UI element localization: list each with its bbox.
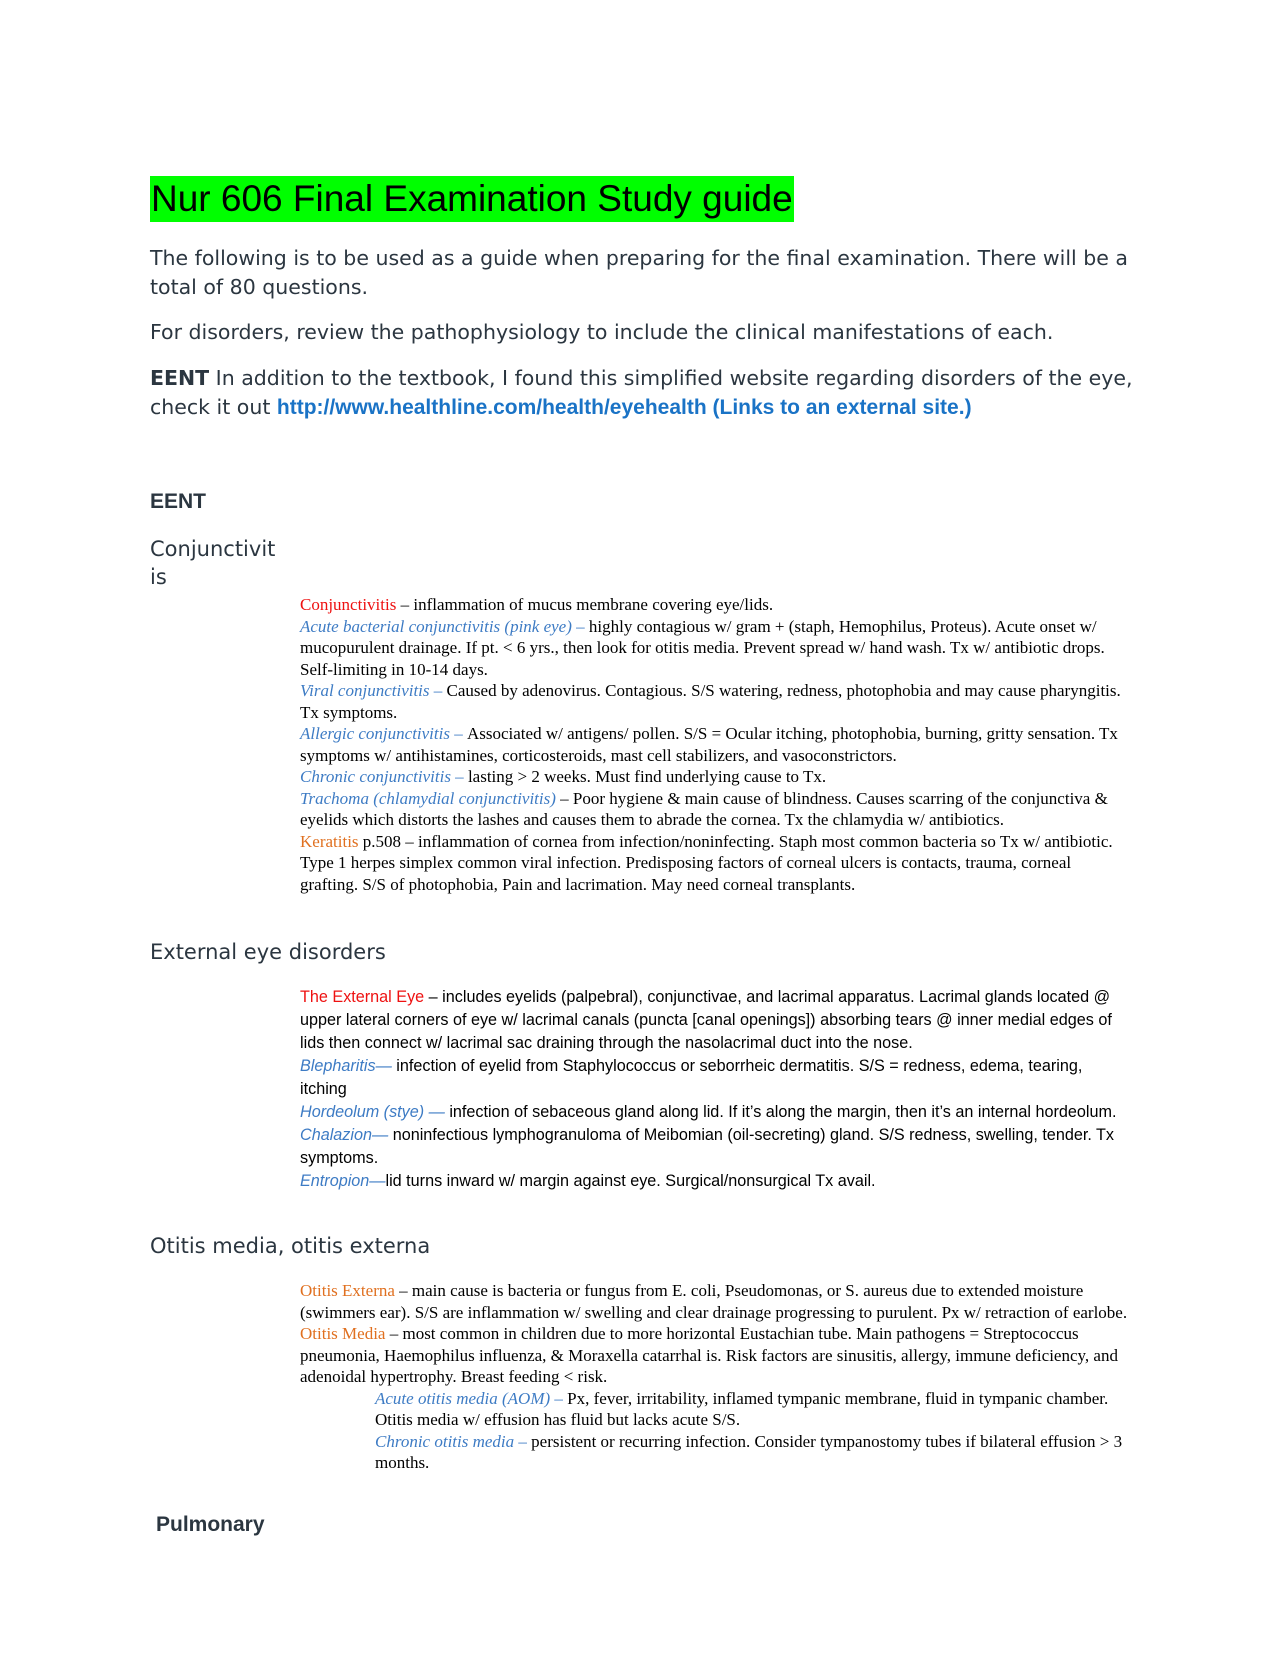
conjunctivitis-notes <box>300 594 1130 895</box>
list-item: Hordeolum (stye) — infection of sebaceous gland along lid. If it’s along the margin, then it’s an internal hordeolum. <box>300 1103 1117 1121</box>
external-eye-heading: External eye disorders <box>150 940 386 964</box>
conjunctivitis-heading-line1: Conjunctivit <box>150 537 276 561</box>
external-eye-notes <box>300 986 1130 1193</box>
list-item: The External Eye – includes eyelids (palpebral), conjunctivae, and lacrimal apparatus. Lacrimal glands located @ upper lateral corners of eye w/ lacrimal canals (puncta [canal openings]) absorbing tears @ inner medial edges of lids then connect w/ lacrimal sac draining through the nasolacrimal duct into the nose. <box>300 988 1112 1052</box>
list-item: Acute otitis media (AOM) – Px, fever, irritability, inflamed tympanic membrane, fluid in tympanic chamber. Otitis media w/ effusion has fluid but lacks acute S/S. <box>375 1388 1109 1429</box>
list-item: Allergic conjunctivitis – Associated w/ antigens/ pollen. S/S = Ocular itching, photophobia, burning, gritty sensation. Tx symptoms w/ antihistamines, corticosteroids, mast cell stabilizers, and vasoconstrictors. <box>300 724 1118 765</box>
list-item: Otitis Media – most common in children due to more horizontal Eustachian tube. Main pathogens = Streptococcus pneumonia, Haemophilus influenza, & Moraxella catarrhal is. Risk factors are sinusitis, allergy, immune deficiency, and adenoidal hypertrophy. Breast feeding < risk. <box>300 1324 1118 1386</box>
intro-paragraph-eent <box>150 364 1140 422</box>
conjunctivitis-heading-line2: is <box>150 565 167 589</box>
list-item: Acute bacterial conjunctivitis (pink eye) – highly contagious w/ gram + (staph, Hemophilus, Proteus). Acute onset w/ mucopurulent drainage. If pt. < 6 yrs., then look for otitis media. Prevent spread w/ hand wash. Tx w/ antibiotic drops. Self-limiting in 10-14 days. <box>300 616 1105 679</box>
eent-heading: EENT <box>150 490 207 513</box>
list-item: Keratitis p.508 – inflammation of cornea from infection/noninfecting. Staph most common bacteria so Tx w/ antibiotic. Type 1 herpes simplex common viral infection. Predisposing factors of corneal ulcers is contacts, trauma, corneal grafting. S/S of photophobia, Pain and lacrimation. May need corneal transplants. <box>300 831 1113 894</box>
list-item: Viral conjunctivitis – Caused by adenovirus. Contagious. S/S watering, redness, photophobia and may cause pharyngitis. Tx symptoms. <box>300 681 1121 722</box>
otitis-notes <box>300 1280 1130 1474</box>
list-item: Trachoma (chlamydial conjunctivitis) – Poor hygiene & main cause of blindness. Causes scarring of the conjunctiva & eyelids which distorts the lashes and causes them to abrade the cornea. Tx the chlamydia w/ antibiotics. <box>300 788 1108 829</box>
otitis-heading: Otitis media, otitis externa <box>150 1234 431 1258</box>
pulmonary-heading: Pulmonary <box>156 1513 265 1536</box>
list-item: Conjunctivitis – inflammation of mucus membrane covering eye/lids. <box>300 595 774 614</box>
list-item: Chalazion— noninfectious lymphogranuloma of Meibomian (oil-secreting) gland. S/S redness, swelling, tender. Tx symptoms. <box>300 1126 1115 1167</box>
eent-inline-label: EENT <box>150 366 210 390</box>
document-title: Nur 606 Final Examination Study guide <box>150 176 794 222</box>
list-item: Blepharitis— infection of eyelid from Staphylococcus or seborrheic dermatitis. S/S = redness, edema, tearing, itching <box>300 1057 1083 1098</box>
list-item: Otitis Externa – main cause is bacteria or fungus from E. coli, Pseudomonas, or S. aureus due to extended moisture (swimmers ear). S/S are inflammation w/ swelling and clear drainage progressing to purulent. Px w/ retraction of earlobe. <box>300 1281 1128 1322</box>
list-item: Chronic otitis media – persistent or recurring infection. Consider tympanostomy tubes if bilateral effusion > 3 months. <box>375 1431 1123 1472</box>
healthline-link[interactable]: http://www.healthline.com/health/eyehealth (Links to an external site.) <box>276 396 972 419</box>
eent-inline-text: In addition to the textbook, I found this simplified website regarding disorders of the eye, check it out <box>150 366 1133 419</box>
list-item: Chronic conjunctivitis – lasting > 2 weeks. Must find underlying cause to Tx. <box>300 767 827 786</box>
intro-paragraph-disorders: For disorders, review the pathophysiology to include the clinical manifestations of each. <box>150 320 1054 344</box>
conjunctivitis-heading <box>150 535 290 591</box>
list-item: Entropion—lid turns inward w/ margin against eye. Surgical/nonsurgical Tx avail. <box>300 1172 876 1190</box>
intro-paragraph-questions: The following is to be used as a guide when preparing for the final examination. There will be a total of 80 questions. <box>150 246 1128 299</box>
